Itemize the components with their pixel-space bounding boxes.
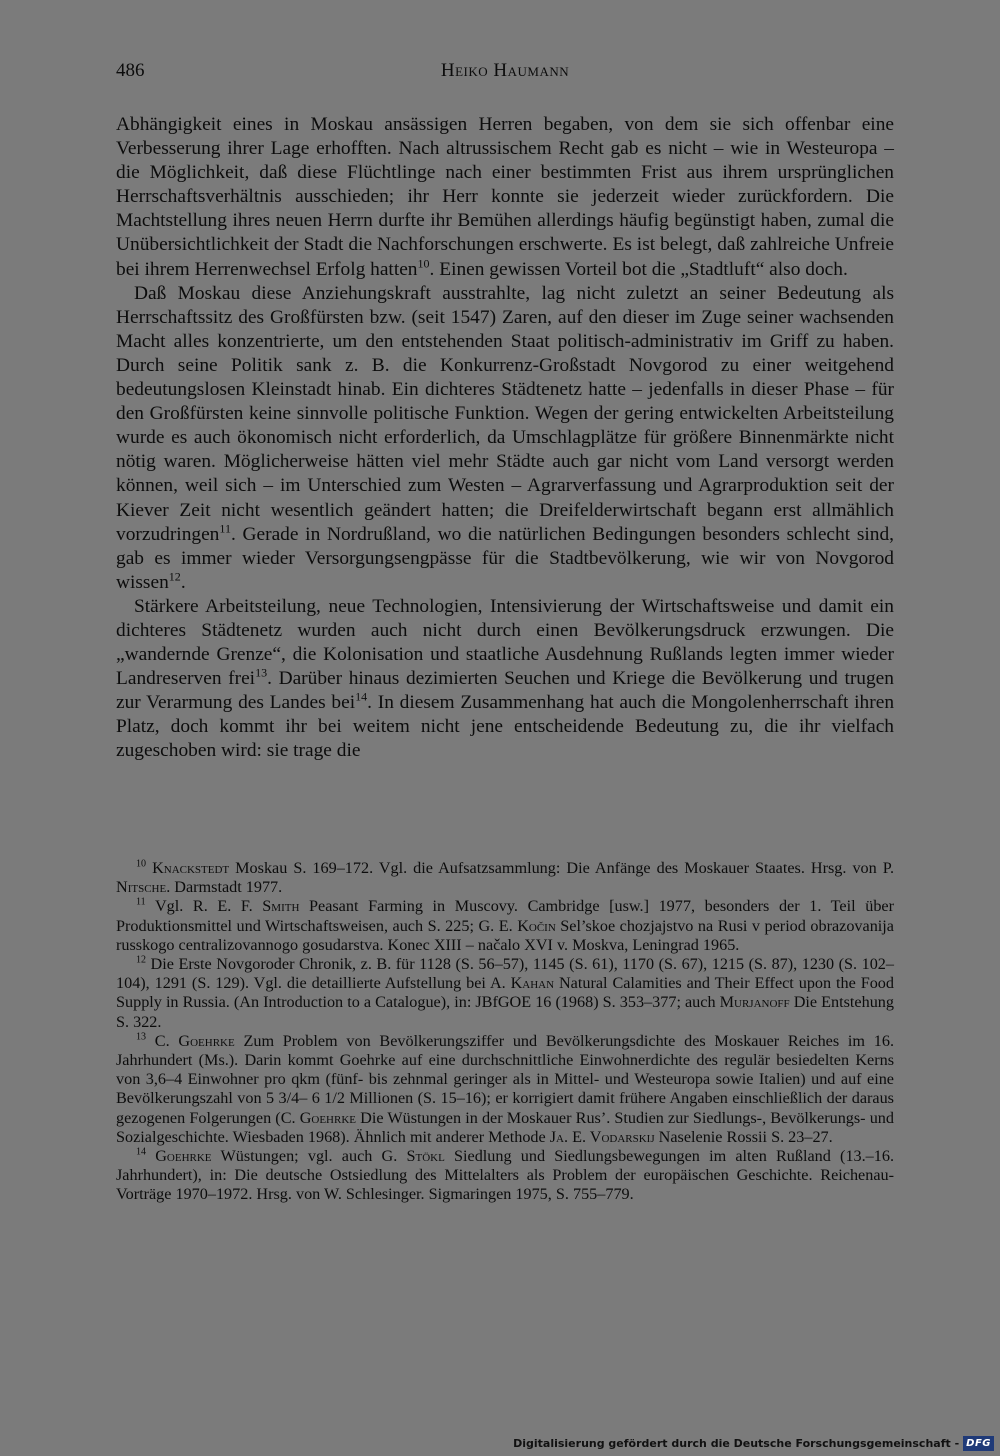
footnote-ref-12: 12 xyxy=(168,569,181,584)
dfg-logo: DFG xyxy=(963,1436,994,1451)
footnote-author: Kočin xyxy=(517,916,556,935)
paragraph-2-text: Daß Moskau diese Anziehungskraft ausstrahlte, lag nicht zuletzt an seiner Bedeutung als Herrschaftssitz des Großfürsten bzw. (seit 1547) Zaren, auf den dieser im Zuge seiner wachsenden Macht alles konzentrierte, um den entstehenden Staat politisch-administrativ im Griff zu haben. Durch seine Politik sank z. B. die Konkurrenz-Großstadt Novgorod zu einer weitgehend bedeutungslosen Kleinstadt hinab. Ein dichteres Städtenetz hatte – jedenfalls in dieser Phase – für den Großfürsten keine sinnvolle politische Funktion. Wegen der gering entwickelten Arbeitsteilung wurde es auch ökonomisch nicht erforderlich, da Umschlagplätze für größere Binnenmärkte nicht nötig waren. Möglicherweise hätten viel mehr Städte auch gar nicht vom Land versorgt werden können, weil sich – im Unterschied zum Westen – Agrarverfassung und Agrarproduktion seit der Kiever Zeit nicht wesentlich geändert hatten; die Dreifelderwirtschaft begann erst allmählich vorzudringen xyxy=(116,282,894,545)
footnote-number: 10 xyxy=(136,858,147,870)
footnote-text: Moskau S. 169–172. Vgl. die Aufsatzsammlung: Die Anfänge des Moskauer Staates. Hrsg. von P. xyxy=(229,859,895,877)
footnote-ref-11: 11 xyxy=(219,521,231,536)
footnote-text: Die Erste Novgoroder Chronik, z. B. für 1128 (S. 56–57), 1145 (S. 61), 1170 (S. 67), 1215 (S. 87), 1230 (S. 102–104), 1291 (S. 129). Vgl. die detaillierte Aufstellung bei A. xyxy=(116,955,894,993)
footnote-text: Sel’skoe chozjajstvo na Rusi v period obrazovanija russkogo centralizovannogo gosudarstva. Konec XIII – načalo XVI v. Moskva, Leningrad 1965. xyxy=(116,916,894,954)
footnote-text: C. xyxy=(146,1031,179,1050)
paragraph-2-end: . xyxy=(180,571,186,593)
footnote-12 xyxy=(116,955,894,1032)
footnote-ref-10: 10 xyxy=(417,256,430,271)
footnote-11 xyxy=(116,897,894,955)
footnote-number: 12 xyxy=(136,954,147,966)
paragraph-3-text: Stärkere Arbeitsteilung, neue Technologien, Intensivierung der Wirtschaftsweise und damit ein dichteres Städtenetz wurden auch nicht durch einen Bevölkerungsdruck erzwungen. Die „wandernde Grenze“, die Kolonisation und staatliche Ausdehnung Rußlands legten immer wieder Landreserven frei xyxy=(116,595,894,690)
footnote-author: Murjanoff xyxy=(719,993,790,1012)
footnote-author: Goehrke xyxy=(155,1147,212,1166)
footnote-text: Wüstungen; vgl. auch G. xyxy=(211,1147,407,1166)
page-number: 486 xyxy=(116,60,145,81)
paragraph-1-end: . Einen gewissen Vorteil bot die „Stadtluft“ also doch. xyxy=(429,258,848,280)
footnote-number: 11 xyxy=(136,897,146,909)
paragraph-1 xyxy=(116,113,894,282)
digitization-banner xyxy=(513,1434,994,1452)
footnote-number: 13 xyxy=(136,1031,147,1043)
footnote-10 xyxy=(116,859,894,897)
footnote-13 xyxy=(116,1032,894,1147)
footnote-text: Die Wüstungen in der Moskauer Rus’. Studien zur Siedlungs-, Bevölkerungs- und Sozialgeschichte. Wiesbaden 1968). Ähnlich mit anderer Methode xyxy=(116,1108,894,1146)
paragraph-1-text: Abhängigkeit eines in Moskau ansässigen Herren begaben, von dem sie sich offenbar eine Verbesserung ihrer Lage erhofften. Nach altrussischem Recht gab es nicht – wie in Westeuropa – die Möglichkeit, daß diese Flüchtlinge nach einer bestimmten Frist aus ihrem ursprünglichen Herrschaftsverhältnis ausschieden; ihr Herr konnte sie jederzeit wieder zurückfordern. Die Machtstellung ihres neuen Herrn durfte ihr Bemühen allerdings häufig begünstigt haben, zumal die Unübersichtlichkeit der Stadt die Nachforschungen erschwerte. Es ist belegt, daß zahlreiche Unfreie bei ihrem Herrenwechsel Erfolg hatten xyxy=(116,114,894,280)
body-text xyxy=(116,113,894,764)
banner-text: Digitalisierung gefördert durch die Deutsche Forschungsgemeinschaft - xyxy=(513,1436,960,1450)
footnote-author: Stökl xyxy=(406,1147,445,1166)
paragraph-3 xyxy=(116,595,894,764)
footnote-text: Vgl. R. E. F. xyxy=(145,897,263,916)
running-head: Heiko Haumann xyxy=(440,60,570,81)
paragraph-2 xyxy=(116,282,894,595)
footnote-text: Naselenie Rossii S. 23–27. xyxy=(654,1127,833,1146)
footnotes xyxy=(116,859,894,1205)
footnote-text: Die Entstehung S. 322. xyxy=(116,993,894,1031)
footnote-author: Kahan xyxy=(510,974,555,993)
paragraph-3-mid: . Darüber hinaus dezimierten Seuchen und Kriege die Bevölkerung und trugen zur Verarmung des Landes bei xyxy=(116,668,894,714)
paragraph-3-end: . In diesem Zusammenhang hat auch die Mongolenherrschaft ihren Platz, doch kommt ihr bei weitem nicht jene entscheidende Bedeutung zu, die ihr vielfach zugeschoben wird: sie trage die xyxy=(116,692,895,762)
page-header xyxy=(116,60,894,86)
footnote-author: Knackstedt xyxy=(152,859,230,877)
footnote-author: Ja. E. Vodarskij xyxy=(549,1127,655,1146)
footnote-author: Smith xyxy=(262,897,300,916)
footnote-number: 14 xyxy=(136,1146,147,1158)
paragraph-2-mid: . Gerade in Nordrußland, wo die natürlichen Bedingungen besonders schlecht sind, gab es immer wieder Versorgungsengpässe für die Stadtbevölkerung, wie wir von Novgorod wissen xyxy=(116,523,894,593)
footnote-14 xyxy=(116,1147,894,1205)
footnote-author: Nitsche xyxy=(116,878,167,897)
footnote-ref-13: 13 xyxy=(255,665,268,680)
footnote-ref-14: 14 xyxy=(355,689,368,704)
footnote-text: Zum Problem von Bevölkerungsziffer und Bevölkerungsdichte des Moskauer Reiches im 16. Jahrhundert (Ms.). Darin kommt Goehrke auf eine durchschnittliche Einwohnerdichte des regulär besiedelten Kerns von 3,6–4 Einwohner pro qkm (fünf- bis zehnmal geringer als in Mittel- und Westeuropa sowie Italien) und auf eine Bevölkerungszahl von 5 3/4– 6 1/2 Millionen (S. 15–16); er korrigiert damit frühere Angaben einschließlich der daraus gezogenen Folgerungen (C. xyxy=(116,1031,894,1127)
footnote-author: Goehrke xyxy=(299,1108,356,1127)
footnote-text: Peasant Farming in Muscovy. Cambridge [usw.] 1977, besonders der 1. Teil über Produktionsmittel und Wirtschaftsweisen, auch S. 225; G. E. xyxy=(116,897,894,935)
footnote-text: Natural Calamities and Their Effect upon the Food Supply in Russia. (An Introduction to a Catalogue), in: JBfGOE 16 (1968) S. 353–377; auch xyxy=(116,974,894,1012)
footnote-text: Siedlung und Siedlungsbewegungen im alten Rußland (13.–16. Jahrhundert), in: Die deutsche Ostsiedlung des Mittelalters als Problem der europäischen Geschichte. Reichenau-Vorträge 1970–1972. Hrsg. von W. Schlesinger. Sigmaringen 1975, S. 755–779. xyxy=(116,1147,895,1204)
footnote-author: Goehrke xyxy=(178,1031,235,1050)
footnote-text: . Darmstadt 1977. xyxy=(166,878,283,897)
